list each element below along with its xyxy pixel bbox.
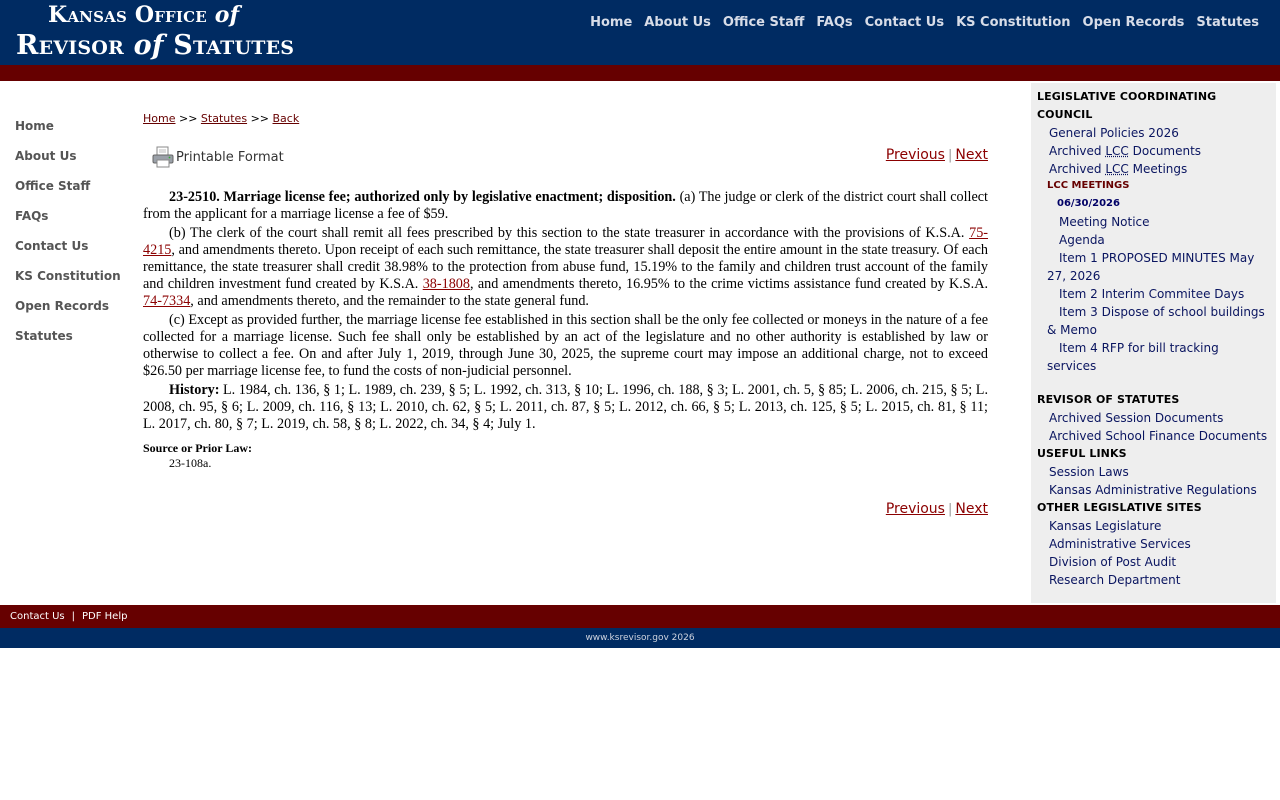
- topnav-about-us[interactable]: About Us: [644, 15, 711, 30]
- pagination-top: [886, 147, 988, 163]
- statute-paragraph-a: [143, 189, 988, 223]
- logo-text-revisor: Revisor: [16, 30, 125, 61]
- statute-link-74-7334[interactable]: 74-7334: [143, 293, 191, 309]
- source-prior-law: [143, 441, 988, 471]
- previous-link[interactable]: Previous: [885, 147, 945, 163]
- topnav-office-staff[interactable]: Office Staff: [722, 15, 805, 30]
- agenda-link[interactable]: Agenda: [1059, 233, 1105, 247]
- archived-lcc-documents-link[interactable]: [1037, 142, 1270, 160]
- post-audit-link[interactable]: Division of Post Audit: [1049, 555, 1177, 569]
- lcc-meetings-heading: LCC MEETINGS: [1047, 180, 1130, 191]
- statute-text: [143, 189, 988, 433]
- leftnav-faqs[interactable]: FAQs: [15, 209, 49, 223]
- footer-pdf-help[interactable]: PDF Help: [82, 611, 128, 622]
- statute-paragraph-c: (c) Except as provided further, the marriage license fee established in this section shall be the only fee collected or moneys in the nature of a fee collected for a marriage license. Such fee shall only be established by an act of the legislature and no other authority is established by law or otherwise to collect a fee. On and after July 1, 2019, through June 30, 2025, the supreme court may impose an additional charge, not to exceed $26.50 per marriage license fee, to fund the costs of non-judicial personnel.: [143, 312, 988, 379]
- site-header: [0, 0, 1280, 65]
- meeting-notice-link[interactable]: Meeting Notice: [1059, 215, 1150, 229]
- topnav-open-records[interactable]: Open Records: [1082, 15, 1185, 30]
- next-link[interactable]: Next: [955, 147, 988, 163]
- footer-copyright: www.ksrevisor.gov 2026: [0, 628, 1280, 648]
- item-2-interim-days-link[interactable]: Item 2 Interim Commitee Days: [1059, 287, 1245, 301]
- statute-paragraph-b: [143, 225, 988, 310]
- breadcrumb: [143, 111, 988, 127]
- logo-text-of-2: of: [133, 30, 164, 61]
- item-3-school-buildings-link[interactable]: Item 3 Dispose of school buildings & Memo: [1047, 305, 1265, 337]
- printable-format-link[interactable]: [151, 145, 284, 169]
- leftnav-open-records[interactable]: Open Records: [15, 299, 110, 313]
- useful-links-heading: USEFUL LINKS: [1037, 447, 1127, 460]
- source-label: Source or Prior Law:: [143, 441, 252, 455]
- history-label: History:: [169, 382, 220, 398]
- statute-text-span: , and amendments thereto. Upon receipt of each such remittance, the state treasurer shall deposit the entire amount in the state treasury. Of each remittance, the state treasurer shall credit 38.98% to the protection from abuse fund, 15.19% to the family and children trust account of the family and children investment fund created by K.S.A.: [143, 242, 988, 292]
- revisor-heading: REVISOR OF STATUTES: [1037, 393, 1180, 406]
- pagination-bottom: [886, 501, 988, 517]
- lcc-abbr: LCC: [1105, 144, 1129, 158]
- archived-lcc-documents-text: Documents: [1132, 144, 1202, 158]
- pagination-separator: |: [947, 148, 953, 163]
- kansas-legislature-link[interactable]: Kansas Legislature: [1049, 519, 1162, 533]
- lcc-abbr: LCC: [1105, 162, 1129, 176]
- statute-text-span: , and amendments thereto, 16.95% to the crime victims assistance fund created by K.S.A.: [469, 276, 988, 292]
- archived-session-documents-link[interactable]: Archived Session Documents: [1049, 411, 1224, 425]
- footer-links-bar: [0, 605, 1280, 628]
- top-navigation: [584, 14, 1265, 32]
- statute-link-38-1808[interactable]: 38-1808: [422, 276, 470, 292]
- archived-school-finance-link[interactable]: Archived School Finance Documents: [1049, 429, 1268, 443]
- topnav-ks-constitution[interactable]: KS Constitution: [956, 15, 1071, 30]
- archived-lcc-meetings-link[interactable]: [1037, 160, 1270, 178]
- other-sites-heading: OTHER LEGISLATIVE SITES: [1037, 501, 1202, 514]
- breadcrumb-home[interactable]: Home: [143, 112, 176, 125]
- logo-text-kansas-office: Kansas Office: [48, 2, 207, 28]
- meeting-date: 06/30/2026: [1057, 198, 1120, 209]
- breadcrumb-back[interactable]: Back: [272, 112, 300, 125]
- source-value: 23-108a.: [169, 456, 212, 470]
- leftnav-statutes[interactable]: Statutes: [15, 329, 73, 343]
- breadcrumb-statutes[interactable]: Statutes: [200, 112, 248, 125]
- lcc-heading: LEGISLATIVE COORDINATING COUNCIL: [1037, 90, 1217, 121]
- leftnav-office-staff[interactable]: Office Staff: [15, 179, 91, 193]
- right-sidebar: [1031, 83, 1276, 603]
- statute-link-75-4215[interactable]: 75-4215: [143, 225, 989, 258]
- item-4-rfp-link[interactable]: Item 4 RFP for bill tracking services: [1047, 341, 1219, 373]
- leftnav-about-us[interactable]: About Us: [15, 149, 77, 163]
- statute-subsection-a: (a) The judge or clerk of the district court shall collect from the applicant for a marriage license a fee of $59.: [143, 189, 989, 222]
- breadcrumb-separator: >>: [178, 112, 198, 125]
- archived-lcc-meetings-text: Archived: [1049, 162, 1102, 176]
- next-link[interactable]: Next: [955, 501, 988, 517]
- previous-link[interactable]: Previous: [885, 501, 945, 517]
- general-policies-link[interactable]: General Policies 2026: [1049, 126, 1179, 140]
- main-content: [143, 111, 988, 525]
- logo-text-of: of: [214, 2, 240, 28]
- research-department-link[interactable]: Research Department: [1049, 573, 1181, 587]
- archived-lcc-documents-text: Archived: [1049, 144, 1102, 158]
- breadcrumb-separator: >>: [250, 112, 269, 125]
- printable-format-label: Printable Format: [176, 149, 284, 165]
- statute-text-span: , and amendments thereto, and the remainder to the state general fund.: [190, 293, 589, 309]
- topnav-home[interactable]: Home: [590, 15, 633, 30]
- leftnav-contact-us[interactable]: Contact Us: [15, 239, 89, 253]
- session-laws-link[interactable]: Session Laws: [1049, 465, 1129, 479]
- kansas-admin-regulations-link[interactable]: Kansas Administrative Regulations: [1049, 483, 1257, 497]
- administrative-services-link[interactable]: Administrative Services: [1049, 537, 1191, 551]
- statute-heading: Marriage license fee; authorized only by legislative enactment; disposition.: [223, 189, 676, 205]
- statute-text-span: (b) The clerk of the court shall remit all fees prescribed by this section to the state treasurer in accordance with the provisions of K.S.A.: [169, 225, 965, 241]
- pagination-separator: |: [947, 502, 953, 517]
- header-red-bar: [0, 65, 1280, 81]
- topnav-contact-us[interactable]: Contact Us: [864, 15, 945, 30]
- statute-number: 23-2510.: [169, 189, 220, 205]
- leftnav-home[interactable]: Home: [15, 119, 54, 133]
- topnav-faqs[interactable]: FAQs: [816, 15, 853, 30]
- printer-icon: [151, 145, 175, 169]
- logo-text-statutes: Statutes: [173, 30, 295, 61]
- footer-separator: |: [71, 611, 75, 622]
- archived-lcc-meetings-text: Meetings: [1132, 162, 1188, 176]
- statute-history: [143, 382, 988, 433]
- history-text: L. 1984, ch. 136, § 1; L. 1989, ch. 239, § 5; L. 1992, ch. 313, § 10; L. 1996, ch. 188, § 3; L. 2001, ch. 5, § 85; L. 2006, ch. 215, § 5; L. 2008, ch. 95, § 6; L. 2009, ch. 116, § 13; L. 2010, ch. 62, § 5; L. 2011, ch. 87, § 5; L. 2012, ch. 66, § 5; L. 2013, ch. 125, § 5; L. 2015, ch. 81, § 11; L. 2017, ch. 80, § 7; L. 2019, ch. 58, § 8; L. 2022, ch. 34, § 4; July 1.: [143, 382, 988, 432]
- footer-contact-us[interactable]: Contact Us: [10, 611, 65, 622]
- topnav-statutes[interactable]: Statutes: [1196, 15, 1259, 30]
- leftnav-ks-constitution[interactable]: KS Constitution: [15, 269, 121, 283]
- item-1-minutes-link[interactable]: Item 1 PROPOSED MINUTES May 27, 2026: [1047, 251, 1255, 283]
- left-navigation: [15, 118, 135, 358]
